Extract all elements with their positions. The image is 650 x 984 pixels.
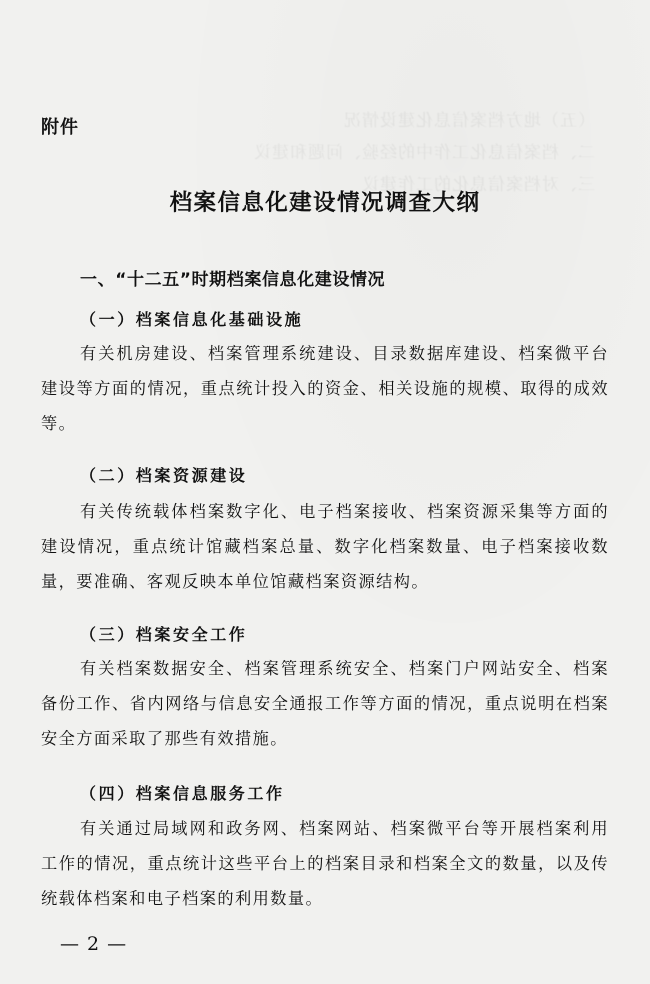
reverse-side-bleed-through: （五）地方档案信息化建设情况 二、档案信息化工作中的经验、问题和建议 三、对档案信息化的工作建议 [253, 111, 595, 195]
attachment-label: 附件 [41, 117, 79, 138]
subsection-heading-services: （四）档案信息服务工作 [80, 784, 285, 803]
paragraph-services: 有关通过局域网和政务网、档案网站、档案微平台等开展档案利用工作的情况，重点统计这些平台上的档案目录和档案全文的数量，以及传统载体档案和电子档案的利用数量。 [41, 819, 609, 908]
paragraph-security: 有关档案数据安全、档案管理系统安全、档案门户网站安全、档案备份工作、省内网络与信息安全通报工作等方面的情况，重点说明在档案安全方面采取了那些有效措施。 [41, 659, 609, 748]
paragraph-resources: 有关传统载体档案数字化、电子档案接收、档案资源采集等方面的建设情况，重点统计馆藏档案总量、数字化档案数量、电子档案接收数量，要准确、客观反映本单位馆藏档案资源结构。 [41, 502, 609, 591]
section-heading-1: 一、“十二五”时期档案信息化建设情况 [80, 270, 386, 290]
subsection-heading-security: （三）档案安全工作 [80, 625, 248, 644]
paragraph-infrastructure: 有关机房建设、档案管理系统建设、目录数据库建设、档案微平台建设等方面的情况，重点统计投入的资金、相关设施的规模、取得的成效等。 [41, 344, 609, 433]
page-number: — 2 — [60, 933, 128, 955]
subsection-heading-infrastructure: （一）档案信息化基础设施 [80, 310, 304, 329]
subsection-heading-resources: （二）档案资源建设 [80, 466, 248, 485]
document-title: 档案信息化建设情况调查大纲 [169, 190, 481, 216]
